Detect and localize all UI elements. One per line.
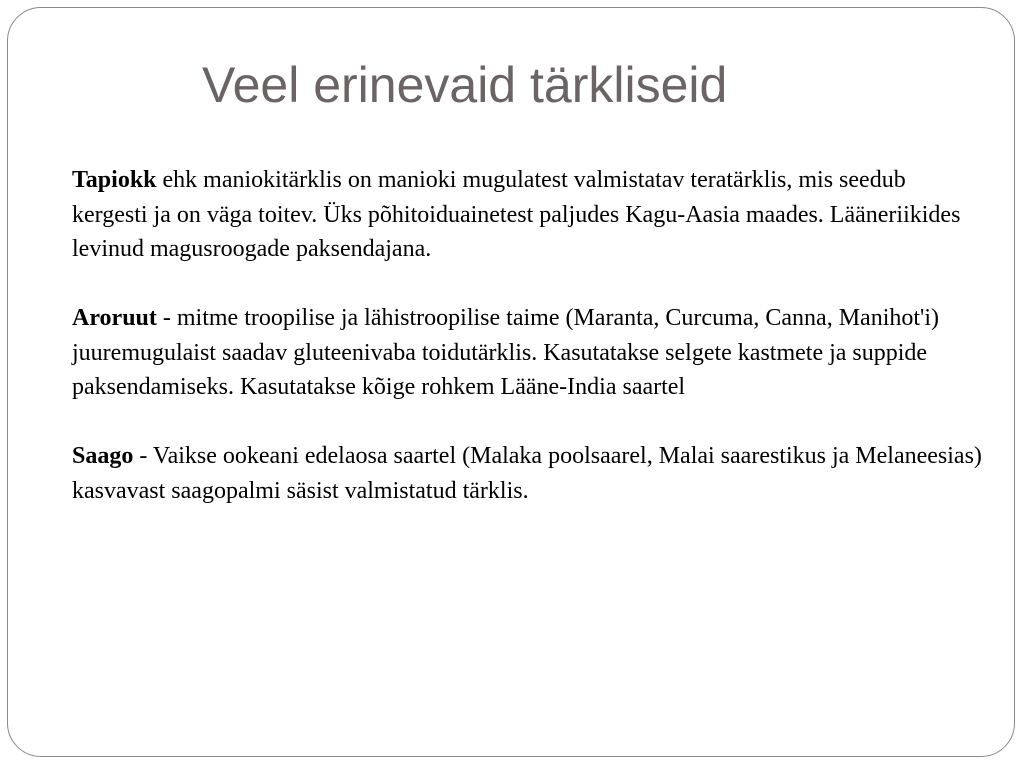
description-tapiokk: ehk maniokitärklis on manioki mugulatest valmistatav teratärklis, mis seedub kergesti ja on väga toitev. Üks põhitoiduainetest paljudes Kagu-Aasia maades. Lääneriikides levinud magusroogade paksendajana. (72, 167, 961, 262)
term-saago: Saago (72, 443, 134, 469)
paragraph-aroruut (72, 301, 987, 405)
slide (7, 7, 1015, 757)
paragraph-saago (72, 439, 987, 508)
slide-body (72, 163, 987, 508)
term-tapiokk: Tapiokk (72, 167, 157, 193)
description-saago: - Vaikse ookeani edelaosa saartel (Malaka poolsaarel, Malai saarestikus ja Melaneesias) kasvavast saagopalmi säsist valmistatud tärklis. (72, 443, 982, 504)
paragraph-tapiokk (72, 163, 987, 267)
term-aroruut: Aroruut (72, 305, 157, 331)
slide-title: Veel erinevaid tärkliseid (202, 57, 728, 113)
description-aroruut: - mitme troopilise ja lähistroopilise taime (Maranta, Curcuma, Canna, Manihot'i) juuremugulaist saadav gluteenivaba toidutärklis. Kasutatakse selgete kastmete ja suppide paksendamiseks. Kasutatakse kõige rohkem Lääne-India saartel (72, 305, 940, 400)
